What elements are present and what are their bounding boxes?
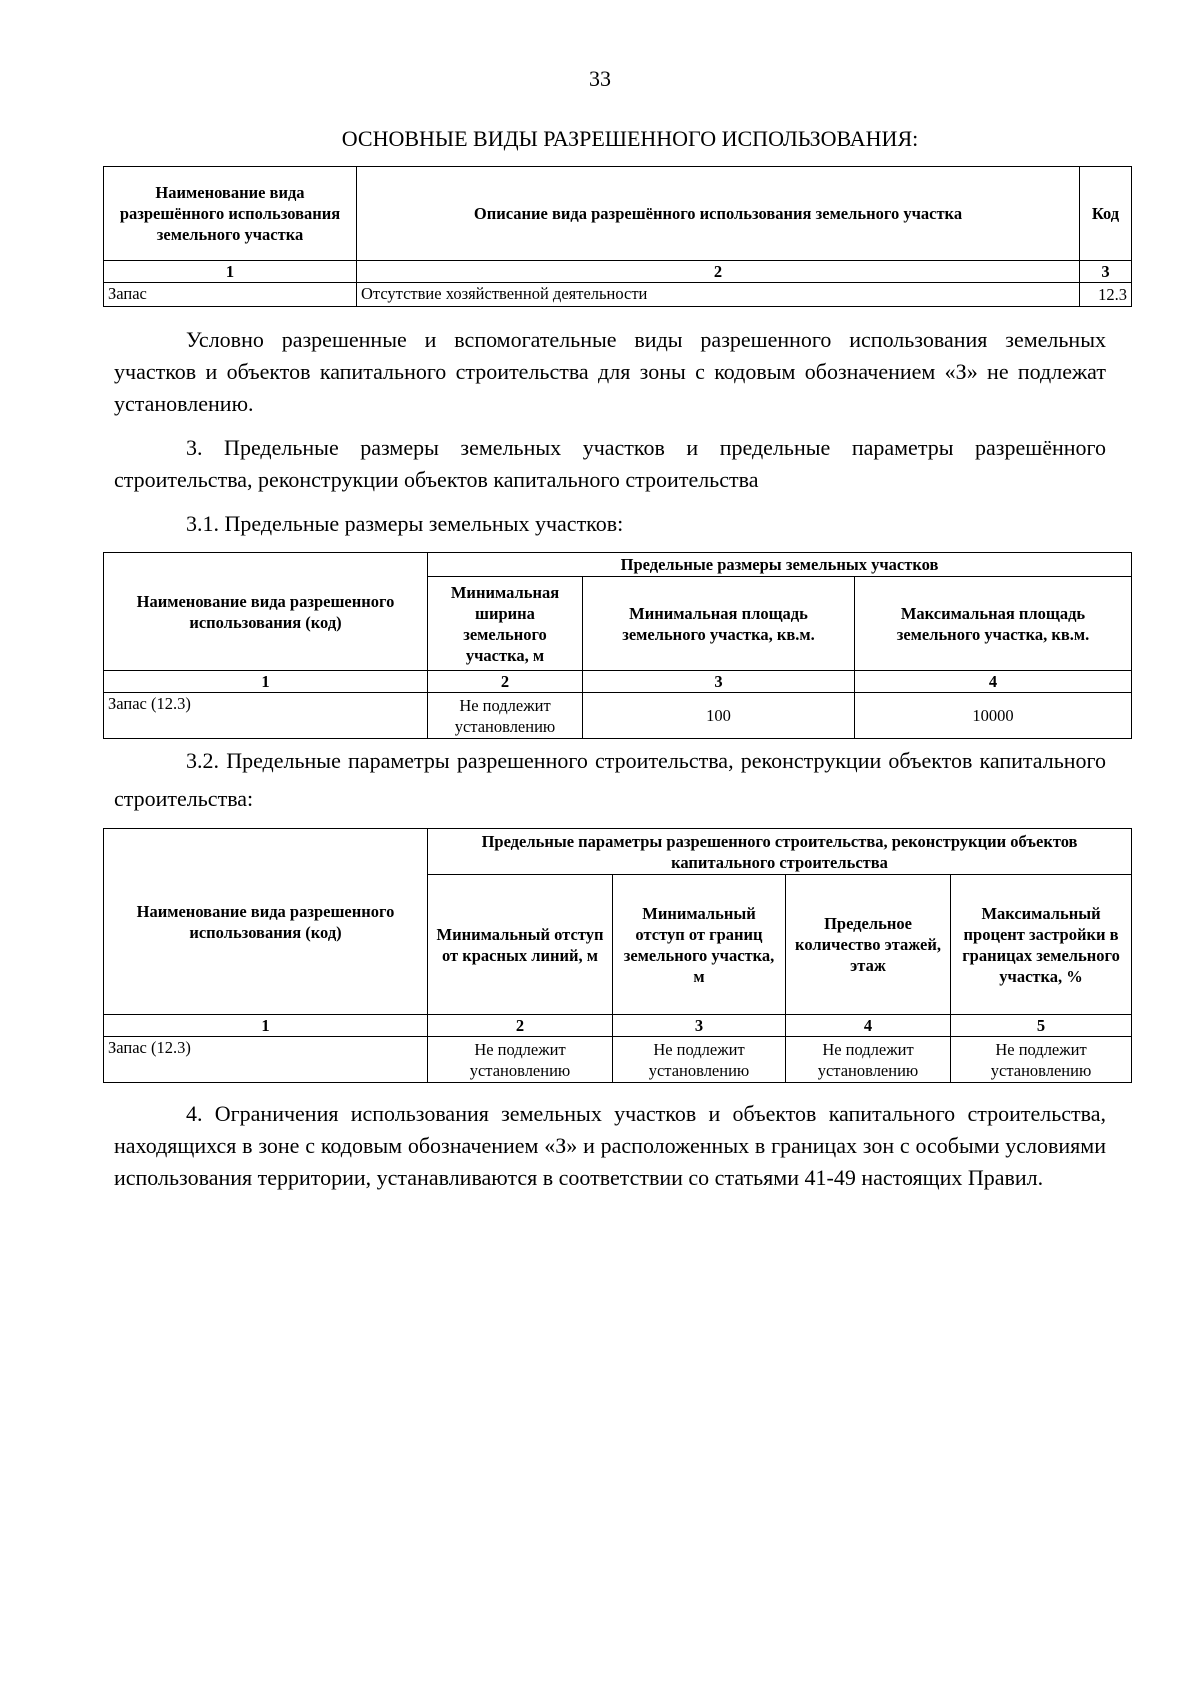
section-title: ОСНОВНЫЕ ВИДЫ РАЗРЕШЕННОГО ИСПОЛЬЗОВАНИЯ:	[341, 126, 919, 151]
table2-header-max-area: Максимальная площадь земельного участка, кв.м.	[855, 577, 1132, 671]
table1-header-name: Наименование вида разрешённого использования земельного участка	[104, 167, 357, 261]
table3-cell-red-line-setback: Не подлежит установлению	[428, 1037, 613, 1083]
table3-col-number: 2	[428, 1015, 613, 1037]
paragraph-3-2: 3.2. Предельные параметры разрешенного строительства, реконструкции объектов капитального строительства:	[114, 748, 1106, 811]
table1-header-description: Описание вида разрешённого использования земельного участка	[357, 167, 1080, 261]
plot-size-table	[103, 552, 1132, 739]
table3-header-building-percent: Максимальный процент застройки в границах земельного участка, %	[951, 875, 1132, 1015]
table3-col-number: 3	[613, 1015, 786, 1037]
table3-col-number: 1	[104, 1015, 428, 1037]
table1-cell-code: 12.3	[1080, 283, 1132, 307]
table-row	[104, 693, 1132, 739]
table1-header-code: Код	[1080, 167, 1132, 261]
table1-col-number: 1	[104, 261, 357, 283]
paragraph-section-4: 4. Ограничения использования земельных участков и объектов капитального строительства, находящихся в зоне с кодовым обозначением «З» и расположенных в границах зон с особыми условиями использования территории, устанавливаются в соответствии со статьями 41-49 настоящих Правил.	[114, 1101, 1106, 1190]
table3-header-name: Наименование вида разрешенного использования (код)	[104, 829, 428, 1015]
table2-header-min-width: Минимальная ширина земельного участка, м	[428, 577, 583, 671]
permitted-use-table	[103, 166, 1132, 307]
table2-cell-min-area: 100	[583, 693, 855, 739]
table2-cell-max-area: 10000	[855, 693, 1132, 739]
table1-cell-description: Отсутствие хозяйственной деятельности	[357, 283, 1080, 307]
table1-cell-name: Запас	[104, 283, 357, 307]
table2-header-name: Наименование вида разрешенного использования (код)	[104, 553, 428, 671]
table2-cell-name: Запас (12.3)	[104, 693, 428, 739]
table3-cell-name: Запас (12.3)	[104, 1037, 428, 1083]
table2-col-number: 3	[583, 671, 855, 693]
page-number: 33	[589, 66, 611, 91]
paragraph-section-3: 3. Предельные размеры земельных участков и предельные параметры разрешённого строительства, реконструкции объектов капитального строительства	[114, 435, 1106, 492]
table2-header-min-area: Минимальная площадь земельного участка, кв.м.	[583, 577, 855, 671]
table2-header-group: Предельные размеры земельных участков	[428, 553, 1132, 577]
table2-col-number: 1	[104, 671, 428, 693]
table3-col-number: 5	[951, 1015, 1132, 1037]
table3-header-floors: Предельное количество этажей, этаж	[786, 875, 951, 1015]
table2-cell-min-width: Не подлежит установлению	[428, 693, 583, 739]
table3-col-number: 4	[786, 1015, 951, 1037]
table3-cell-building-percent: Не подлежит установлению	[951, 1037, 1132, 1083]
table-row	[104, 1037, 1132, 1083]
table3-cell-border-setback: Не подлежит установлению	[613, 1037, 786, 1083]
paragraph-conditional-uses: Условно разрешенные и вспомогательные виды разрешенного использования земельных участков и объектов капитального строительства для зоны с кодовым обозначением «З» не подлежат установлению.	[114, 327, 1106, 416]
table2-col-number: 4	[855, 671, 1132, 693]
subheading-3-1: 3.1. Предельные размеры земельных участков:	[186, 511, 624, 536]
table3-header-red-line-setback: Минимальный отступ от красных линий, м	[428, 875, 613, 1015]
table3-header-group: Предельные параметры разрешенного строительства, реконструкции объектов капитального строительства	[428, 829, 1132, 875]
table2-col-number: 2	[428, 671, 583, 693]
table1-col-number: 2	[357, 261, 1080, 283]
table-row	[104, 283, 1132, 307]
table3-header-border-setback: Минимальный отступ от границ земельного участка, м	[613, 875, 786, 1015]
table3-cell-floors: Не подлежит установлению	[786, 1037, 951, 1083]
construction-parameters-table	[103, 828, 1132, 1083]
table1-col-number: 3	[1080, 261, 1132, 283]
